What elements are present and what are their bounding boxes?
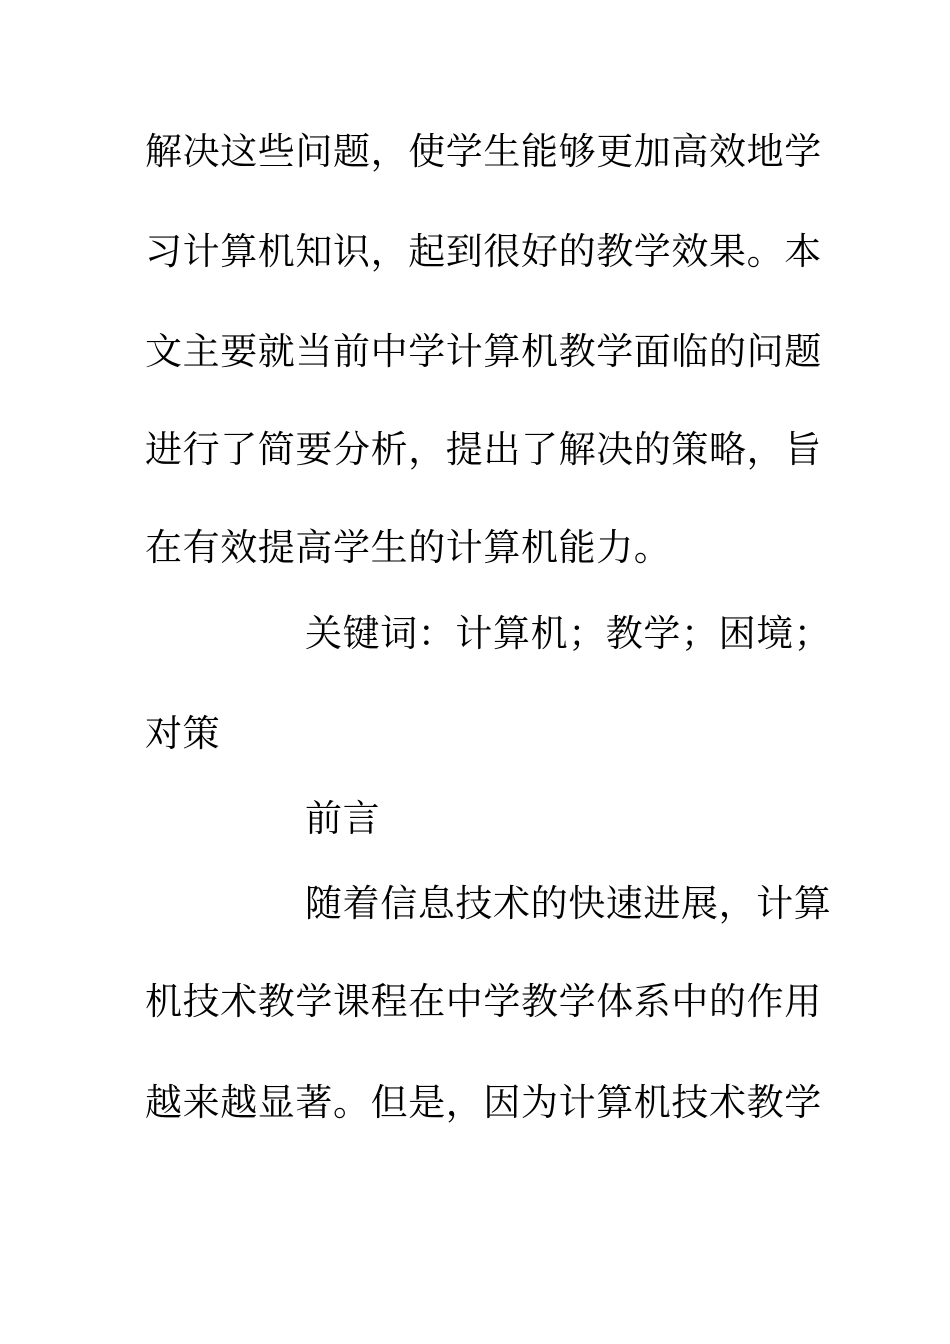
section-heading: 前言 (305, 797, 381, 840)
body-text-line: 在有效提高学生的计算机能力。 (145, 526, 672, 569)
body-text-line: 机技术教学课程在中学教学体系中的作用 (145, 980, 822, 1023)
body-text-line: 随着信息技术的快速进展，计算 (305, 882, 832, 925)
keywords-line: 关键词：计算机；教学；困境； (305, 612, 832, 655)
body-text-line: 进行了简要分析，提出了解决的策略，旨 (145, 428, 822, 471)
body-text-line: 解决这些问题，使学生能够更加高效地学 (145, 130, 822, 173)
keywords-continuation: 对策 (145, 712, 221, 755)
body-text-line: 文主要就当前中学计算机教学面临的问题 (145, 330, 822, 373)
body-text-line: 越来越显著。但是，因为计算机技术教学 (145, 1081, 822, 1124)
body-text-line: 习计算机知识，起到很好的教学效果。本 (145, 230, 822, 273)
